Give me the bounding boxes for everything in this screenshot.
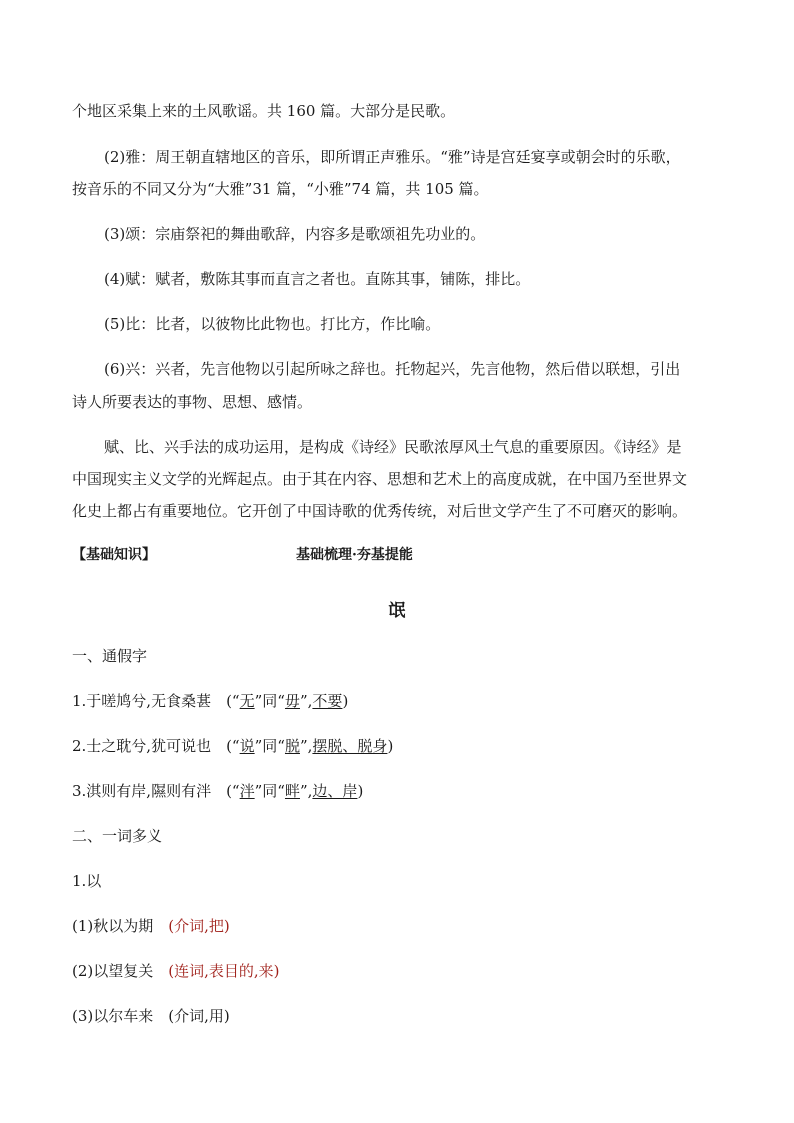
paragraph-line: (3)颂：宗庙祭祀的舞曲歌辞，内容多是歌颂祖先功业的。 [104,225,486,243]
part-heading: 一、通假字 [72,647,148,665]
list-item [72,735,393,756]
part-heading: 二、一词多义 [72,827,163,845]
variant-char: 毋 [284,692,300,710]
item-text: 3.淇则有岸,隰则有泮 (“ [72,782,240,800]
sense-text: (2)以望复关 [72,962,169,980]
sense-text: (1)秋以为期 [72,917,169,935]
paragraph-line: (4)赋：赋者，敷陈其事而直言之者也。直陈其事，铺陈，排比。 [104,270,531,288]
meaning: 摆脱、脱身 [312,737,388,755]
poem-title: 氓 [388,601,406,621]
paragraph-line: 个地区采集上来的土风歌谣。共 160 篇。大部分是民歌。 [72,102,456,120]
original-char: 无 [239,692,255,710]
original-char: 泮 [239,782,255,800]
paragraph-line: 化史上都占有重要地位。它开创了中国诗歌的优秀传统，对后世文学产生了不可磨灭的影响。 [72,502,688,520]
item-text: 1.于嗟鸠兮,无食桑葚 (“ [72,692,240,710]
item-text: ”, [299,782,313,800]
paragraph-line: 中国现实主义文学的光辉起点。由于其在内容、思想和艺术上的高度成就，在中国乃至世界文 [72,470,688,488]
sense-note: (连词,表目的,来) [168,962,280,980]
item-text: ) [342,692,349,710]
section-tag: 【基础知识】 [72,547,156,563]
section-heading: 基础梳理·夯基提能 [296,547,413,563]
list-item [72,780,363,801]
variant-char: 畔 [284,782,300,800]
item-text: ”, [299,692,313,710]
list-item [72,960,280,981]
list-item [72,915,230,936]
meaning: 不要 [312,692,343,710]
original-char: 说 [239,737,255,755]
item-text: 2.士之耽兮,犹可说也 (“ [72,737,240,755]
item-text: ”, [299,737,313,755]
item-text: ) [357,782,364,800]
list-item [72,1005,230,1026]
paragraph-line: (6)兴：兴者，先言他物以引起所咏之辞也。托物起兴，先言他物，然后借以联想，引出 [104,360,681,378]
item-text: ) [387,737,394,755]
sense-note: (介词,用) [168,1007,230,1025]
paragraph-line: (2)雅：周王朝直辖地区的音乐，即所谓正声雅乐。“雅”诗是宫廷宴享或朝会时的乐歌， [104,148,681,166]
list-item [72,690,348,711]
item-text: ”同“ [254,692,285,710]
paragraph-line: 赋、比、兴手法的成功运用，是构成《诗经》民歌浓厚风土气息的重要原因。《诗经》是 [104,438,682,456]
sense-note: (介词,把) [168,917,230,935]
sense-text: (3)以尔车来 [72,1007,169,1025]
word-heading: 1.以 [72,872,102,890]
paragraph-line: 按音乐的不同又分为“大雅”31 篇，“小雅”74 篇，共 105 篇。 [72,180,489,198]
item-text: ”同“ [254,737,285,755]
item-text: ”同“ [254,782,285,800]
variant-char: 脱 [284,737,300,755]
paragraph-line: 诗人所要表达的事物、思想、感情。 [72,393,313,411]
paragraph-line: (5)比：比者，以彼物比此物也。打比方，作比喻。 [104,315,441,333]
meaning: 边、岸 [312,782,358,800]
